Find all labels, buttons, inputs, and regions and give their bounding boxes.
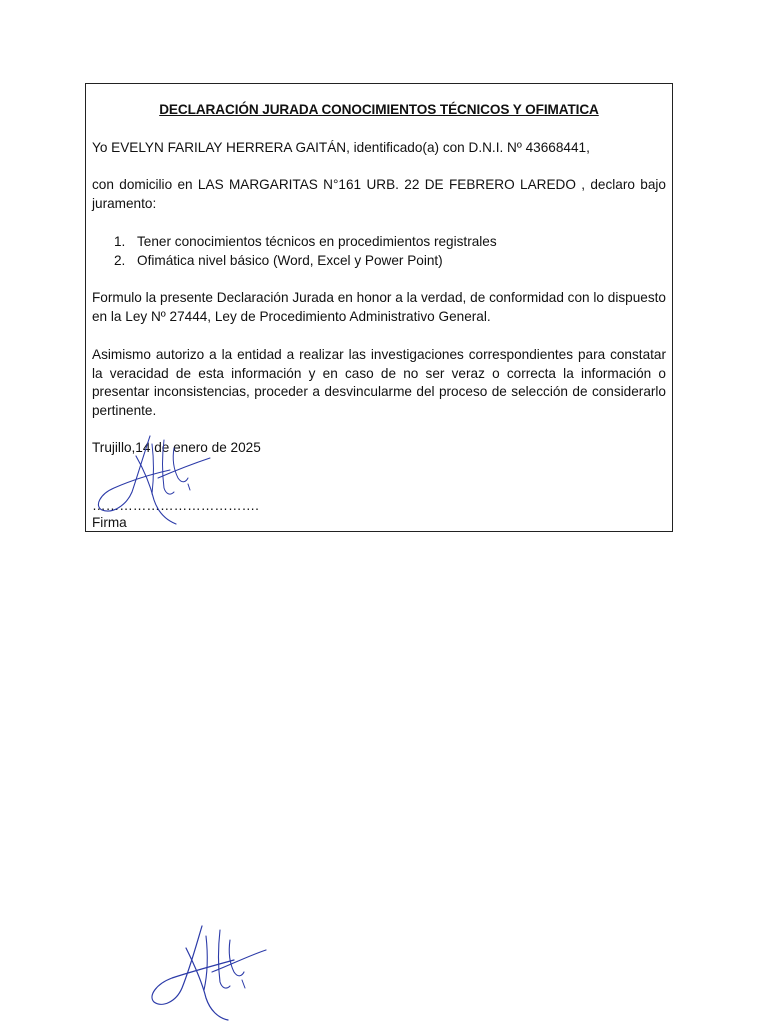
declaration-list	[92, 233, 666, 271]
identity-line: Yo EVELYN FARILAY HERRERA GAITÁN, identificado(a) con D.N.I. Nº 43668441,	[92, 140, 590, 155]
list-item-text: Ofimática nivel básico (Word, Excel y Power Point)	[137, 253, 443, 268]
list-item	[92, 233, 666, 252]
address-line: con domicilio en LAS MARGARITAS N°161 URB. 22 DE FEBRERO LAREDO , declaro bajo juramento:	[92, 177, 666, 211]
list-item	[92, 252, 666, 271]
signature-line: ……………………………….	[92, 498, 259, 513]
authorization-paragraph: Asimismo autorizo a la entidad a realizar las investigaciones correspondientes para constatar la veracidad de esta información y en caso de no ser veraz o correcta la información o presentar inconsistencias, proceder a desvincularme del proceso de selección de considerarlo pertinente.	[92, 347, 666, 418]
signature-label: Firma	[92, 515, 127, 530]
handwritten-signature	[146, 922, 268, 1022]
law-paragraph: Formulo la presente Declaración Jurada en honor a la verdad, de conformidad con lo dispuesto en la Ley Nº 27444, Ley de Procedimiento Administrativo General.	[92, 290, 666, 324]
list-item-number: 2.	[114, 253, 126, 268]
list-item-number: 1.	[114, 234, 126, 249]
place-date: Trujillo,14 de enero de 2025	[92, 440, 261, 455]
list-item-text: Tener conocimientos técnicos en procedimientos registrales	[137, 234, 497, 249]
handwritten-signature	[92, 434, 212, 526]
document-title: DECLARACIÓN JURADA CONOCIMIENTOS TÉCNICOS Y OFIMATICA	[159, 102, 599, 117]
